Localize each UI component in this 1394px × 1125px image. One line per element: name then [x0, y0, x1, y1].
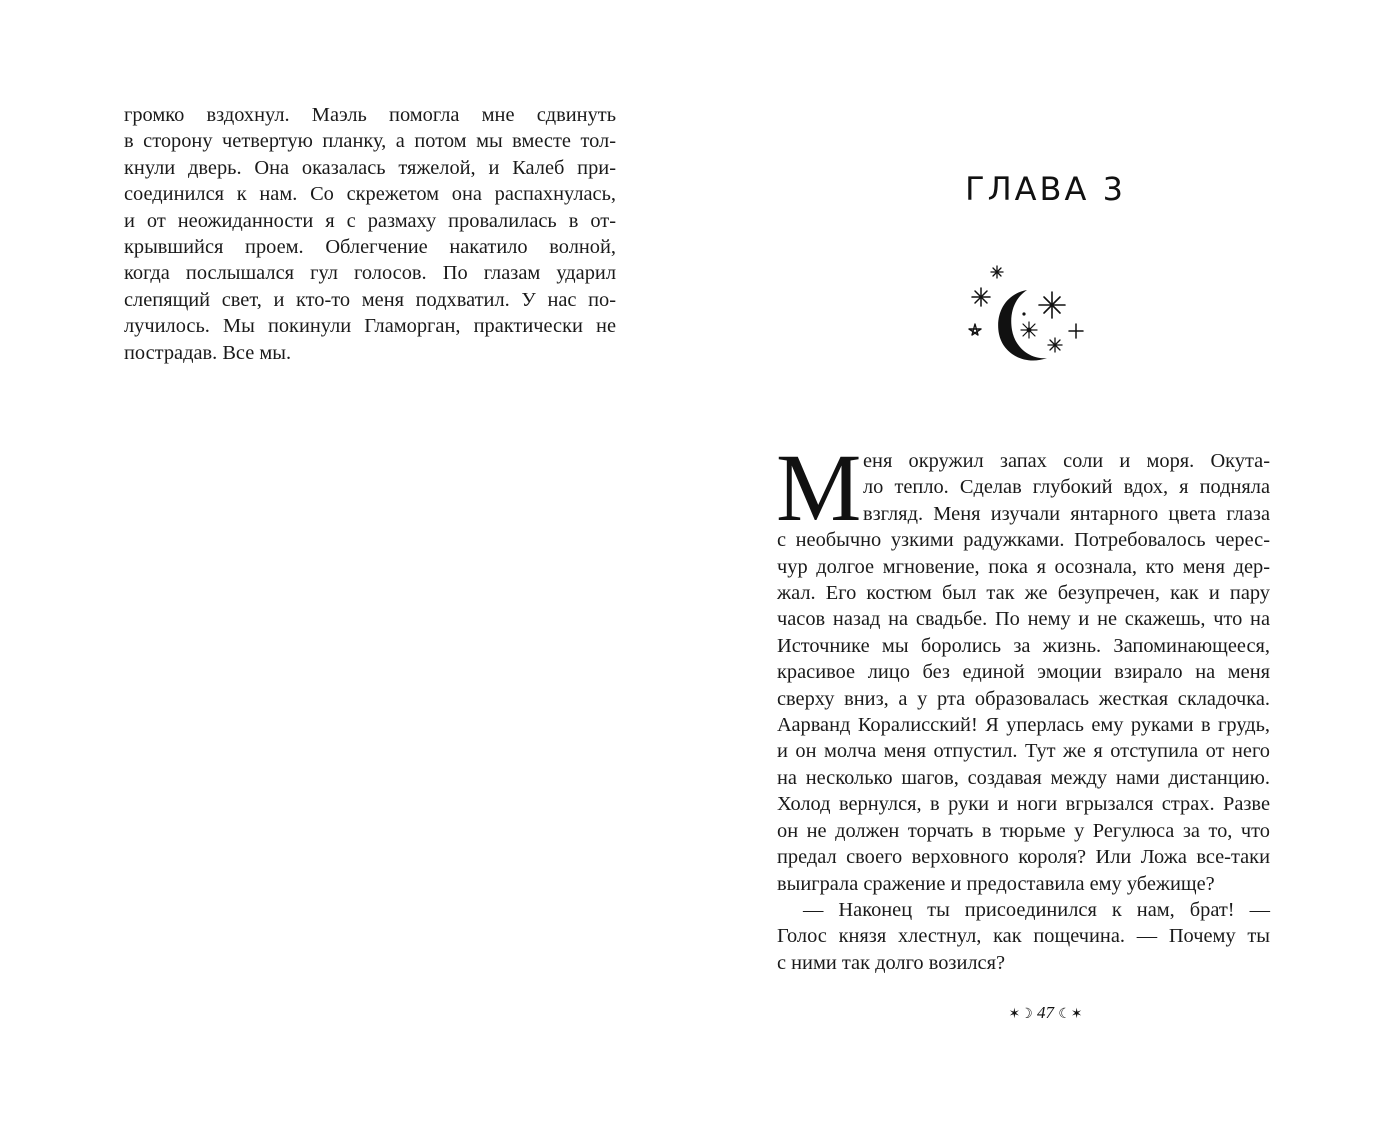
moon-and-stars-icon — [965, 262, 1095, 372]
page-folio — [697, 1003, 1394, 1023]
text-line: жал. Его костюм был так же безупречен, как и пару — [777, 582, 1270, 605]
text-line: чур долгое мгновение, пока я осознала, кто меня дер- — [777, 555, 1270, 578]
text-line: выиграла сражение и предоставила ему убежище? — [777, 872, 1215, 895]
text-line: пострадав. Все мы. — [124, 341, 292, 364]
text-line: и от неожиданности я с размаху провалилась в от- — [124, 209, 616, 232]
text-line: часов назад на свадьбе. По нему и не скажешь, что на — [777, 608, 1270, 631]
text-line: в сторону четвертую планку, а потом мы вместе тол- — [124, 130, 616, 153]
text-line: сверху вниз, а у рта образовалась жесткая складочка. — [777, 687, 1270, 710]
text-line: взгляд. Меня изучали янтарного цвета глаза — [863, 502, 1270, 525]
text-line: Источнике мы боролись за жизнь. Запоминающееся, — [777, 634, 1270, 657]
dialogue-line: с ними так долго возился? — [777, 951, 1006, 974]
text-line: Аарванд Коралисский! Я уперлась ему руками в грудь, — [777, 714, 1270, 737]
text-line: еня окружил запах соли и моря. Окута- — [863, 450, 1270, 472]
text-line: он не должен торчать в тюрьме у Регулюса за то, что — [777, 819, 1270, 842]
text-line: слепящий свет, и кто-то меня подхватил. У нас по- — [124, 288, 616, 311]
text-line: на несколько шагов, создавая между нами дистанцию. — [777, 766, 1270, 789]
text-line: соединился к нам. Со скрежетом она распахнулась, — [124, 183, 616, 206]
text-line: крывшийся проем. Облегчение накатило волной, — [124, 236, 616, 259]
page-number: 47 — [1037, 1003, 1054, 1022]
text-line: Холод вернулся, в руки и ноги вгрызался страх. Разве — [777, 793, 1270, 816]
folio-left-ornament: ✶☽ — [1008, 1007, 1033, 1022]
text-line: кнули дверь. Она оказалась тяжелой, и Калеб при- — [124, 156, 616, 179]
text-line: громко вздохнул. Маэль помогла мне сдвинуть — [124, 104, 616, 126]
drop-cap: М — [776, 434, 862, 541]
left-page-text — [124, 102, 616, 366]
right-page — [697, 0, 1394, 1125]
text-line: предал своего верховного короля? Или Ложа все-таки — [777, 846, 1270, 869]
text-line: красивое лицо без единой эмоции взирало на меня — [777, 661, 1270, 684]
text-line: и он молча меня отпустил. Тут же я отступила от него — [777, 740, 1270, 763]
right-page-text — [776, 434, 1270, 976]
dialogue-line: — Наконец ты присоединился к нам, брат! — — [803, 898, 1270, 921]
chapter-title: ГЛАВА 3 — [965, 170, 1126, 208]
dialogue-line: Голос князя хлестнул, как пощечина. — Почему ты — [777, 925, 1270, 948]
text-line: с необычно узкими радужками. Потребовалось черес- — [777, 529, 1270, 552]
text-line: когда послышался гул голосов. По глазам ударил — [124, 262, 616, 285]
folio-right-ornament: ☾✶ — [1058, 1007, 1083, 1022]
text-line: ло тепло. Сделав глубокий вдох, я подняла — [863, 476, 1270, 499]
text-line: лучилось. Мы покинули Гламорган, практически не — [124, 315, 616, 338]
